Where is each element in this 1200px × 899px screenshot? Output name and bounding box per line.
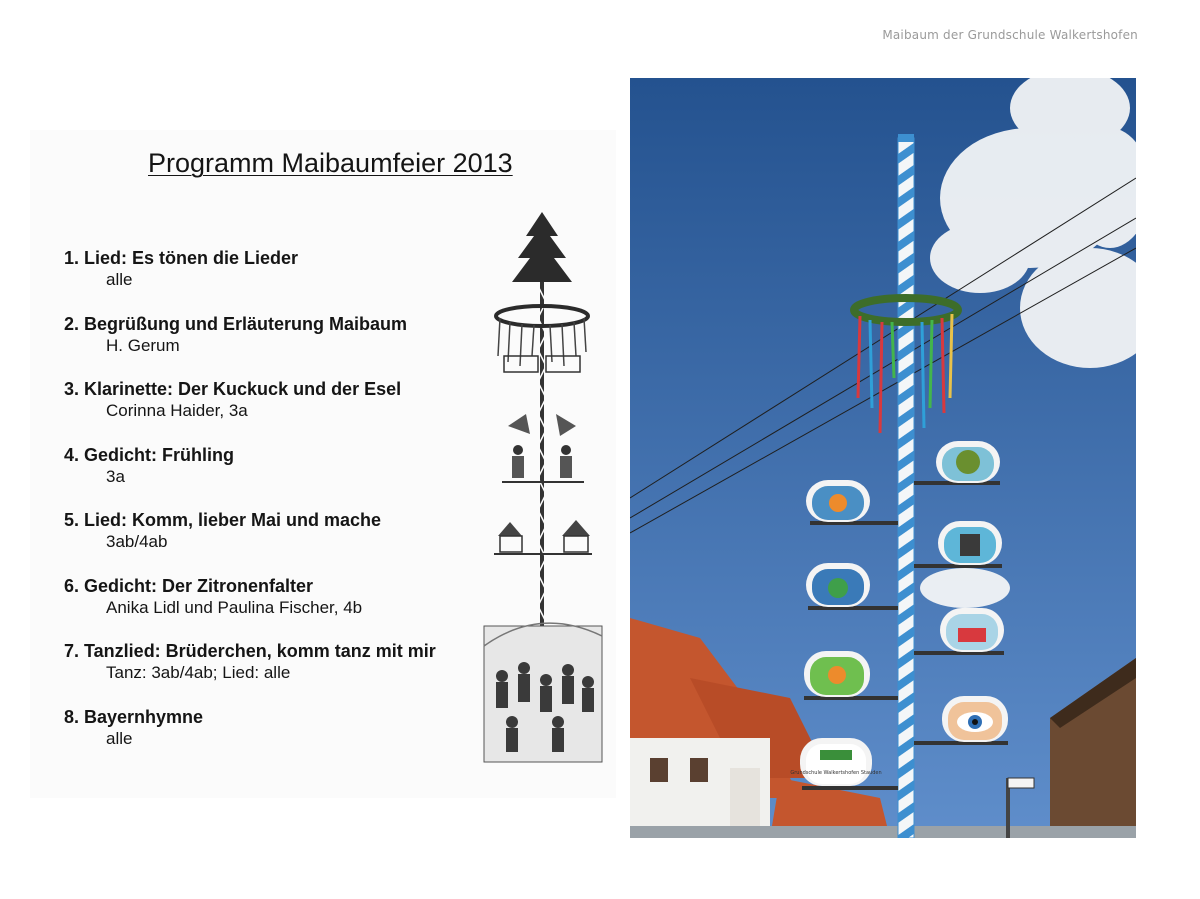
program-item [64, 313, 484, 379]
program-sheet [30, 130, 616, 798]
program-item-performer: 3ab/4ab [106, 532, 168, 551]
page-caption: Maibaum der Grundschule Walkertshofen [882, 28, 1138, 42]
program-item-performer: alle [106, 270, 133, 289]
program-item-performer: Corinna Haider, 3a [106, 401, 248, 420]
program-item-title: 4. Gedicht: Frühling [64, 444, 234, 465]
program-item-title: 1. Lied: Es tönen die Lieder [64, 248, 299, 268]
program-item-performer: Anika Lidl und Paulina Fischer, 4b [106, 597, 363, 617]
program-item-performer: alle [106, 728, 133, 748]
program-item-title: 3. Klarinette: Der Kuckuck und der Esel [64, 379, 402, 399]
program-item [64, 509, 484, 575]
program-item [64, 378, 484, 444]
program-item [64, 640, 484, 706]
program-item-title: 7. Tanzlied: Brüderchen, komm tanz mit mir [64, 641, 436, 661]
program-item-title: 5. Lied: Komm, lieber Mai und mache [64, 510, 382, 530]
program-item-performer: Tanz: 3ab/4ab; Lied: alle [106, 663, 291, 682]
program-item-title: 6. Gedicht: Der Zitronenfalter [64, 575, 314, 596]
maypole-sketch-illustration [480, 206, 610, 766]
program-item-performer: H. Gerum [106, 335, 180, 355]
program-item-title: 2. Begrüßung und Erläuterung Maibaum [64, 313, 408, 334]
program-title: Programm Maibaumfeier 2013 [148, 148, 513, 178]
sign-text: Grundschule Walkertshofen Stauden [790, 770, 882, 776]
program-item [64, 706, 484, 772]
program-item-title: 8. Bayernhymne [64, 706, 204, 727]
maypole-photo [630, 78, 1136, 838]
program-item [64, 575, 484, 641]
program-item-performer: 3a [106, 466, 125, 486]
program-item [64, 444, 484, 510]
program-item [64, 247, 484, 313]
program-list [64, 247, 484, 771]
